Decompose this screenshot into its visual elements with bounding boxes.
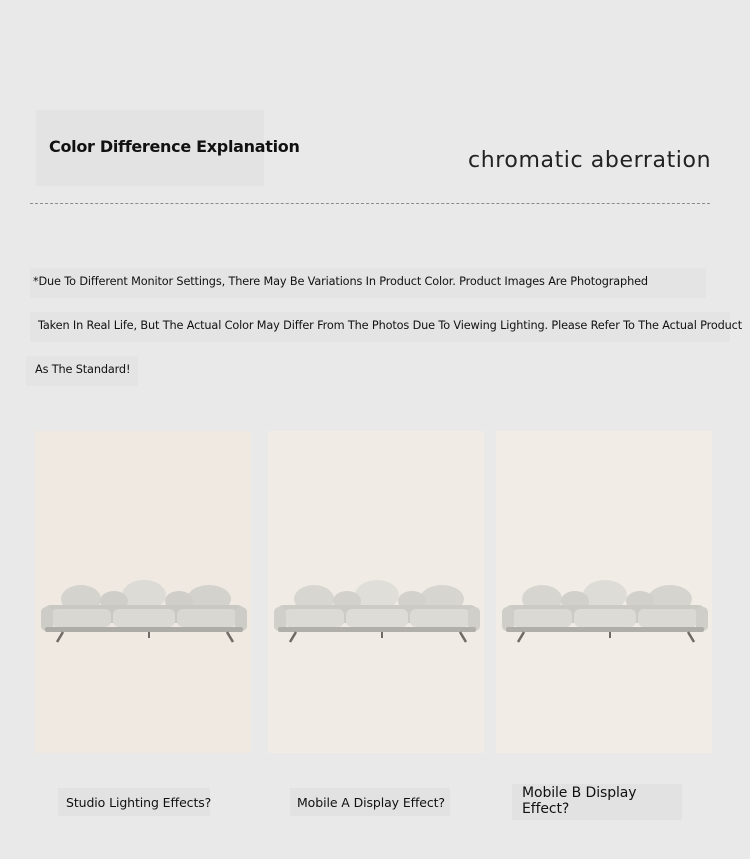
notice-line-3: As The Standard! bbox=[35, 363, 131, 376]
notice-line-1: *Due To Different Monitor Settings, There May Be Variations In Product Color. Product Images Are Photographed bbox=[33, 275, 648, 288]
sofa-image bbox=[272, 571, 482, 651]
product-image-mobile-b bbox=[496, 431, 712, 753]
dashed-divider bbox=[30, 203, 710, 204]
sofa-image bbox=[39, 571, 249, 651]
product-image-studio bbox=[35, 431, 251, 753]
caption-mobile-b-line-1: Mobile B Display bbox=[522, 785, 637, 801]
notice-line-2: Taken In Real Life, But The Actual Color May Differ From The Photos Due To Viewing Lighting. Please Refer To The Actual Product bbox=[38, 319, 742, 332]
product-image-mobile-a bbox=[268, 431, 484, 753]
caption-studio: Studio Lighting Effects? bbox=[66, 795, 212, 810]
sofa-image bbox=[500, 571, 710, 651]
page-subtitle: chromatic aberration bbox=[468, 148, 712, 173]
caption-mobile-b-line-2: Effect? bbox=[522, 801, 570, 817]
caption-mobile-a: Mobile A Display Effect? bbox=[297, 795, 445, 810]
page-title: Color Difference Explanation bbox=[49, 137, 300, 156]
